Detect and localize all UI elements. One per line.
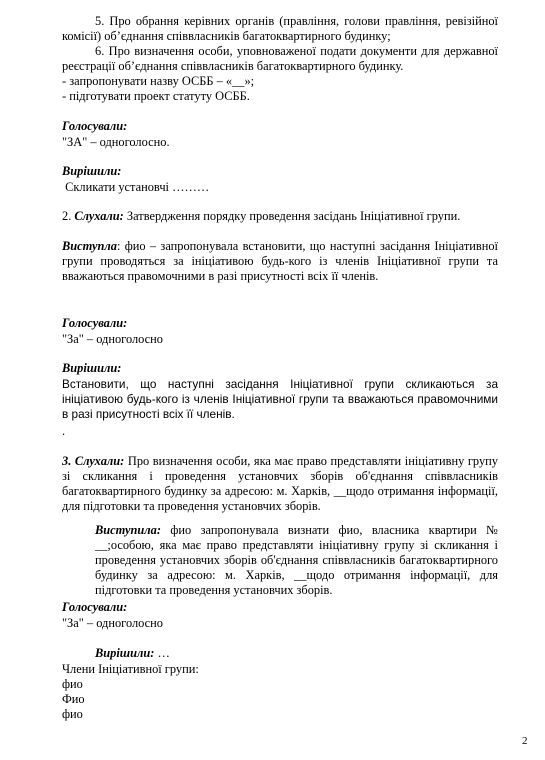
agenda-item-5: 5. Про обрання керівних органів (правління, голови правління, ревізійної комісії) об’єднання співвласників багатоквартирного будинку; bbox=[62, 14, 498, 43]
voted-label-1: Голосували: bbox=[62, 119, 128, 133]
heard-text-2: Затвердження порядку проведення засідань Ініціативної групи. bbox=[123, 209, 461, 223]
spoke-label-2: Виступла bbox=[62, 239, 117, 253]
spoke-text-2: : фио – запропонувала встановити, що наступні засідання Ініціативної групи проводяться за ініціативою будь-кого із членів Ініціативної групи та вважаються правомочними в разі присутності всіх її членів. bbox=[62, 239, 498, 283]
voted-label-2: Голосували: bbox=[62, 316, 128, 330]
decided-value-1: Скликати установчі ……… bbox=[62, 180, 210, 194]
heard-text-3: Про визначення особи, яка має право представляти ініціативну групу зі скликання і проведення установчих зборів об'єднання співвласників багатоквартирного будинку за адресою: м. Харків, __щодо отримання інформації, для підготовки та проведення установчих зборів. bbox=[62, 454, 498, 513]
agenda-dash-2: - підготувати проект статуту ОСББ. bbox=[62, 89, 250, 103]
decided-suffix-3: … bbox=[154, 646, 170, 660]
voted-value-2: "За" – одноголосно bbox=[62, 332, 164, 346]
heard-label-2: Слухали: bbox=[71, 209, 124, 223]
decided-label-3: Вирішили: bbox=[95, 646, 155, 660]
voted-value-1: "ЗА" – одноголосно. bbox=[62, 135, 170, 149]
voted-value-3: "За" – одноголосно bbox=[62, 616, 164, 630]
decided-label-2: Вирішили: bbox=[62, 361, 122, 375]
voted-label-3: Голосували: bbox=[62, 600, 128, 614]
agenda-item-6: 6. Про визначення особи, уповноваженої подати документи для державної реєстрації об’єднання співвласників багатоквартирного будинку. bbox=[62, 44, 498, 73]
spoke-text-3: фио запропонувала визнати фио, власника квартири № __;особою, яка має право представляти ініціативну групу зі скликання і проведення установчих зборів об'єднання співвласників багатоквартирного будинку за адресою: м. Харків, __щодо отримання інформації, для підготовки та проведення установчих зборів. bbox=[95, 523, 498, 597]
spoke-2 bbox=[62, 239, 498, 284]
decided-text-2: Встановити, що наступні засідання Ініціативної групи скликаються за ініціативою будь-кого із членів Ініціативної групи та вважаються правомочними в разі присутності всіх її членів. bbox=[62, 377, 498, 421]
page-number: 2 bbox=[522, 735, 528, 747]
spoke-3 bbox=[95, 523, 498, 598]
heard-label-3: 3. Слухали: bbox=[62, 454, 125, 468]
heard-3 bbox=[62, 454, 498, 514]
heard-2 bbox=[62, 209, 498, 224]
member-2: Фио bbox=[62, 692, 85, 706]
agenda-dash-1: - запропонувати назву ОСББ – «__»; bbox=[62, 74, 255, 88]
members-title: Члени Ініціативної групи: bbox=[62, 662, 199, 676]
section-number-2: 2. bbox=[62, 209, 72, 223]
decided-3 bbox=[95, 646, 498, 661]
member-3: фио bbox=[62, 707, 83, 721]
decided-dot-2: . bbox=[62, 424, 66, 438]
member-1: фио bbox=[62, 677, 83, 691]
decided-label-1: Вирішили: bbox=[62, 164, 122, 178]
spoke-label-3: Виступила: bbox=[95, 523, 161, 537]
